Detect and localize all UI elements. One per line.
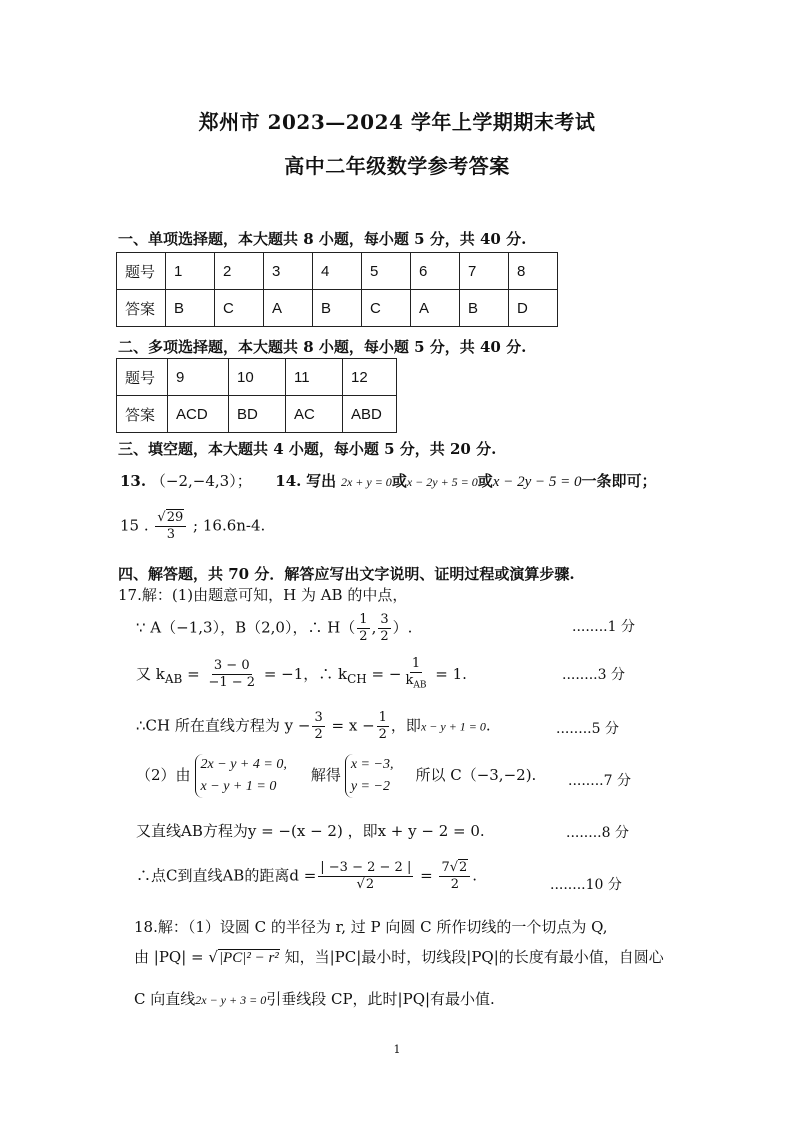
score-mark: ........1 分 [572, 619, 635, 635]
row-label-answer: 答案 [117, 396, 168, 433]
table-cell: B [460, 290, 509, 327]
table-cell: 6 [411, 253, 460, 290]
fraction: $\frac{1}{2}$ [359, 612, 368, 644]
answer-13-14 [120, 470, 657, 491]
score-mark: ........7 分 [568, 773, 631, 789]
table-cell: ABD [343, 396, 397, 433]
table-row [117, 396, 397, 433]
score-mark: ........8 分 [566, 825, 629, 841]
table-row [117, 253, 558, 290]
answer-15-16 [120, 510, 265, 543]
table-cell: 1 [166, 253, 215, 290]
table-cell: C [215, 290, 264, 327]
fraction: $\frac{7√2}{2}$ [439, 860, 470, 893]
q18-line1: 18.解：（1）设圆 C 的半径为 r, 过 P 向圆 C 所作切线的一个切点为 Q, [134, 918, 608, 936]
row-label-answer: 答案 [117, 290, 166, 327]
row-label-number: 题号 [117, 359, 168, 396]
table-cell: 3 [264, 253, 313, 290]
table-cell: ACD [168, 396, 229, 433]
q13-label: 13. [120, 472, 147, 490]
q14-label: 14. [275, 472, 302, 490]
fraction: $\frac{3}{2}$ [380, 612, 389, 644]
section3-heading: 三、填空题，本大题共 4 小题，每小题 5 分，共 20 分. [118, 440, 497, 458]
q14-eq2: x − 2y + 5 = 0 [406, 475, 478, 489]
score-mark: ........10 分 [550, 877, 622, 893]
multi-choice-answer-table [116, 358, 397, 433]
table-cell: 12 [343, 359, 397, 396]
table-cell: 10 [229, 359, 286, 396]
section2-heading: 二、多项选择题，本大题共 8 小题，每小题 5 分，共 40 分. [118, 338, 527, 356]
table-cell: B [313, 290, 362, 327]
q17-midpoint-close: ）. [392, 618, 413, 637]
q17-line5: （2）由 2x − y + 4 = 0, x − y + 1 = 0 解得 x = −3, y = −2 所以 C（−3,−2). [136, 754, 536, 798]
q15-radicand: 29 [166, 510, 184, 525]
score-mark: ........3 分 [562, 667, 625, 683]
q17-line6: 又直线AB方程为y = −(x − 2) ，即x + y − 2 = 0. [136, 822, 485, 840]
q14-text-end: 一条即可； [581, 472, 657, 490]
q15-16-answer: ; 16.6n-4. [193, 516, 266, 535]
table-cell: BD [229, 396, 286, 433]
q13-answer: （−2,−4,3）； [150, 472, 252, 490]
table-cell: A [264, 290, 313, 327]
table-cell: D [509, 290, 558, 327]
fraction: $\frac{1}{2}$ [378, 710, 387, 742]
table-cell: 9 [168, 359, 229, 396]
equation-system: 2x − y + 4 = 0, x − y + 1 = 0 [195, 754, 287, 798]
section1-heading: 一、单项选择题，本大题共 8 小题，每小题 5 分，共 40 分. [118, 230, 527, 248]
document-title: 郑州市 2023—2024 学年上学期期末考试 [198, 110, 596, 134]
q17-line2: ∵ A（−1,3），B（2,0），∴ H（ $\frac{1}{2}$ , $\frac{3}{2}$ ）. [136, 612, 413, 644]
q17-line7: ∴点C到直线AB的距离d = $\frac{| -3 - 2 - 2 |}{√2}$ = $\frac{7√2}{2}$ . [136, 860, 478, 892]
table-cell: 7 [460, 253, 509, 290]
table-row [117, 290, 558, 327]
q17-line1: 17.解：(1)由题意可知，H 为 AB 的中点， [118, 586, 408, 604]
q15-label: 15 . [120, 516, 149, 535]
table-cell: 8 [509, 253, 558, 290]
fraction: $\frac{1}{k_{AB}}$ [405, 656, 427, 691]
table-cell: B [166, 290, 215, 327]
q15-fraction: $\frac{√29}{3}$ [155, 510, 186, 543]
document-subtitle: 高中二年级数学参考答案 [284, 154, 510, 178]
q14-eq3: x − 2y − 5 = 0 [492, 474, 582, 490]
q18-line2: 由 |PQ| = √|PC|² − r² 知，当|PC|最小时，切线段|PQ|的长度有最小值，自圆心 [134, 948, 664, 966]
table-cell: A [411, 290, 460, 327]
single-choice-answer-table [116, 252, 558, 327]
fraction: $\frac{3}{2}$ [314, 710, 323, 742]
table-cell: 11 [286, 359, 343, 396]
q18-line3: C 向直线2x − y + 3 = 0引垂线段 CP，此时|PQ|有最小值. [134, 990, 495, 1008]
q14-eq1: 2x + y = 0 [340, 475, 392, 489]
q17-midpoint-text: ∵ A（−1,3），B（2,0），∴ H（ [136, 618, 356, 637]
q17-line4: ∴CH 所在直线方程为 y − $\frac{3}{2}$ = x − $\frac{1}{2}$ ，即x − y + 1 = 0. [136, 710, 491, 742]
score-mark: ........5 分 [556, 721, 619, 737]
q14-or: 或 [477, 472, 493, 490]
fraction: $\frac{| -3 - 2 - 2 |}{√2}$ [320, 860, 412, 892]
page-number: 1 [393, 1043, 401, 1056]
section4-heading: 四、解答题，共 70 分．解答应写出文字说明、证明过程或演算步骤. [118, 565, 575, 583]
table-cell: 5 [362, 253, 411, 290]
table-cell: AC [286, 396, 343, 433]
table-row [117, 359, 397, 396]
equation-system: x = −3, y = −2 [345, 754, 394, 798]
q14-or: 或 [391, 472, 407, 490]
q17-line3: 又 $k_{AB}$ = $\frac{3 - 0}{-1 - 2}$ = −1，∴ $k_{CH}$ = − $\frac{1}{k_{AB}}$ = 1. [136, 656, 467, 694]
table-cell: 4 [313, 253, 362, 290]
table-cell: 2 [215, 253, 264, 290]
q15-denominator: 3 [166, 527, 175, 542]
q14-text: 写出 [306, 472, 337, 490]
table-cell: C [362, 290, 411, 327]
row-label-number: 题号 [117, 253, 166, 290]
fraction: $\frac{3 - 0}{-1 - 2}$ [208, 658, 256, 691]
